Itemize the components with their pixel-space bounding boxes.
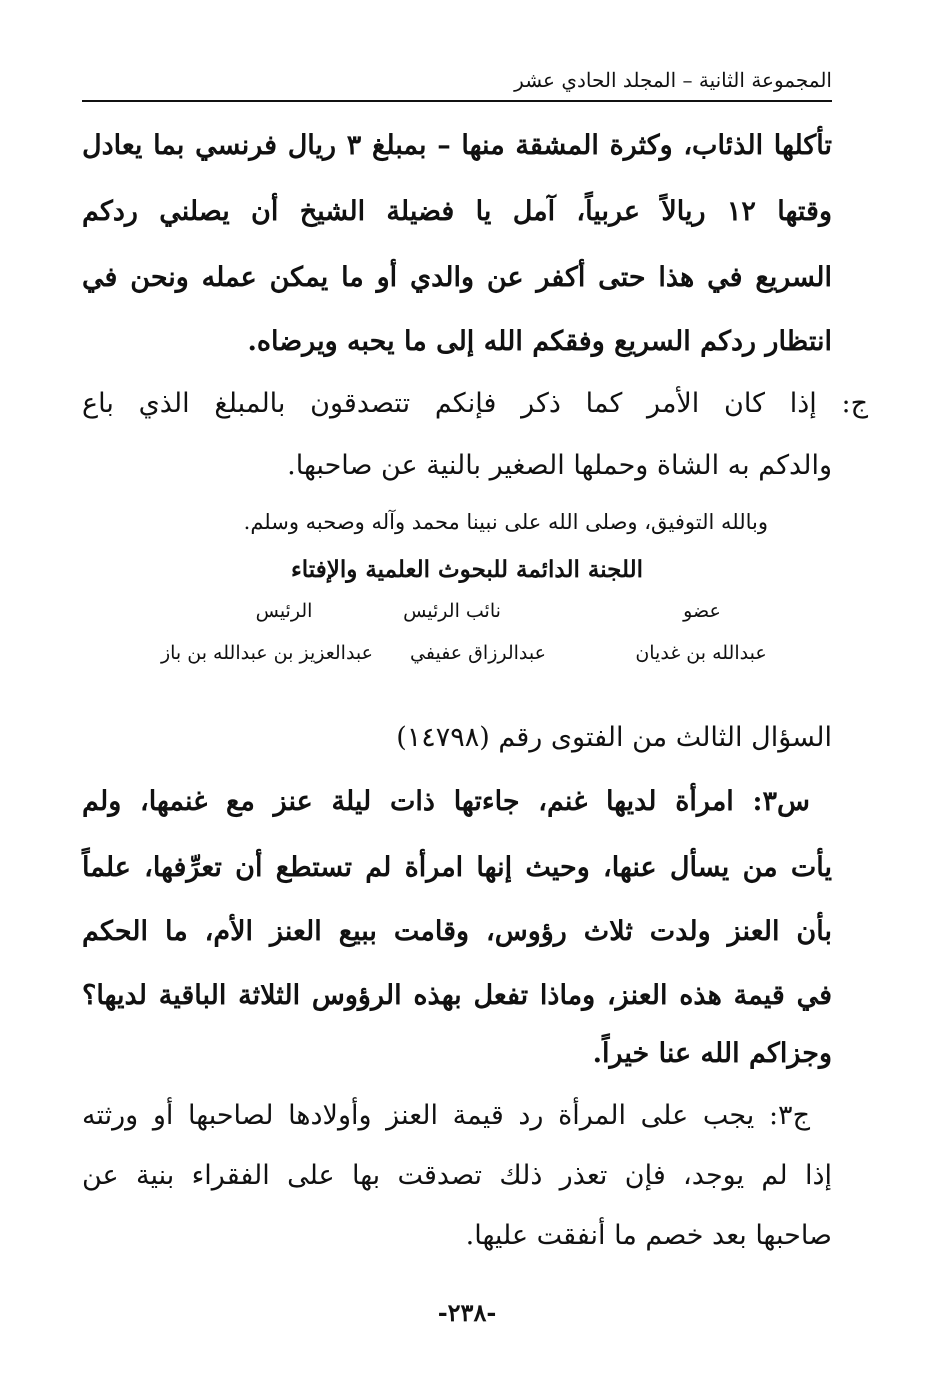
question-line-3: السريع في هذا حتى أكفر عن والدي أو ما يمكن عمله ونحن في xyxy=(82,262,832,293)
closing-prayer: وبالله التوفيق، وصلى الله على نبينا محمد وآله وصحبه وسلم. xyxy=(243,510,768,534)
member-role-2: نائب الرئيس xyxy=(403,600,501,622)
answer-line-1: ج: إذا كان الأمر كما ذكر فإنكم تتصدقون بالمبلغ الذي باع xyxy=(82,388,868,419)
question3-line-2: يأت من يسأل عنها، وحيث إنها امرأة لم تستطع أن تعرِّفها، علماً xyxy=(82,852,832,883)
committee-title: اللجنة الدائمة للبحوث العلمية والإفتاء xyxy=(290,556,644,583)
header-title: المجموعة الثانية – المجلد الحادي عشر xyxy=(508,68,832,92)
member-name-3: عبدالعزيز بن عبدالله بن باز xyxy=(160,642,374,664)
question3-line-3: بأن العنز ولدت ثلاث رؤوس، وقامت ببيع العنز الأم، ما الحكم xyxy=(82,916,832,947)
answer3-line-3: صاحبها بعد خصم ما أنفقت عليها. xyxy=(465,1220,832,1251)
question3-line-5: وجزاكم الله عنا خيراً. xyxy=(592,1038,832,1069)
member-role-1: عضو xyxy=(683,600,721,622)
member-name-2: عبدالرزاق عفيفي xyxy=(410,642,546,664)
question3-line-4: في قيمة هذه العنز، وماذا تفعل بهذه الرؤوس الثلاثة الباقية لديها؟ xyxy=(82,980,832,1011)
question-line-2: وقتها ١٢ ريالاً عربياً، آمل يا فضيلة الشيخ أن يصلني ردكم xyxy=(82,196,832,227)
question-line-1: تأكلها الذئاب، وكثرة المشقة منها – بمبلغ ٣ ريال فرنسي بما يعادل xyxy=(82,130,832,161)
answer3-line-2: إذا لم يوجد، فإن تعذر ذلك تصدقت بها على الفقراء بنية عن xyxy=(82,1160,832,1191)
question-line-4: انتظار ردكم السريع وفقكم الله إلى ما يحبه ويرضاه. xyxy=(247,326,832,357)
running-header xyxy=(82,66,832,102)
question3-line-1: س٣: امرأة لديها غنم، جاءتها ذات ليلة عنز مع غنمها، ولم xyxy=(82,786,810,817)
page-number: -٢٣٨- xyxy=(437,1298,497,1327)
member-role-3: الرئيس xyxy=(255,600,313,622)
answer3-line-1: ج٣: يجب على المرأة رد قيمة العنز وأولادها لصاحبها أو ورثته xyxy=(82,1100,810,1131)
answer-line-2: والدكم به الشاة وحملها الصغير بالنية عن صاحبها. xyxy=(287,450,832,481)
member-name-1: عبدالله بن غديان xyxy=(635,642,767,664)
fatwa-heading: السؤال الثالث من الفتوى رقم (١٤٧٩٨) xyxy=(396,722,832,753)
